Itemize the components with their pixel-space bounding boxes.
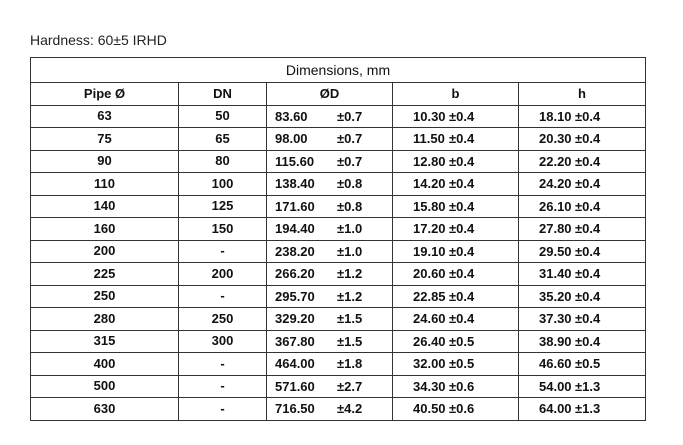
cell-pipe-diameter: 140 xyxy=(31,195,179,218)
cell-b-value: 19.10 xyxy=(413,243,446,259)
cell-h-value: 31.40 xyxy=(539,266,572,281)
cell-b xyxy=(393,398,519,421)
cell-h xyxy=(519,263,646,286)
cell-b-value: 15.80 xyxy=(413,198,446,214)
cell-od xyxy=(267,128,393,151)
cell-b-tolerance: ±0.4 xyxy=(449,288,475,304)
cell-od-value: 138.40 xyxy=(275,176,315,191)
cell-dn: 250 xyxy=(179,308,267,331)
hardness-note: Hardness: 60±5 IRHD xyxy=(30,32,167,48)
cell-h-value: 20.30 xyxy=(539,131,572,146)
cell-b xyxy=(393,218,519,241)
cell-b-tolerance: ±0.4 xyxy=(449,198,475,214)
cell-b-value: 40.50 xyxy=(413,401,446,416)
cell-b-value: 14.20 xyxy=(413,176,446,191)
cell-h-value: 24.20 xyxy=(539,176,572,191)
cell-od xyxy=(267,398,393,421)
cell-od-value: 571.60 xyxy=(275,378,315,394)
cell-dn: 150 xyxy=(179,218,267,241)
cell-h-value: 18.10 xyxy=(539,108,572,124)
cell-od-value: 171.60 xyxy=(275,198,315,214)
cell-b-tolerance: ±0.6 xyxy=(449,378,475,394)
cell-pipe-diameter: 250 xyxy=(31,285,179,308)
cell-od xyxy=(267,285,393,308)
cell-h-tolerance: ±0.4 xyxy=(575,176,601,191)
cell-b xyxy=(393,263,519,286)
cell-h xyxy=(519,398,646,421)
cell-b xyxy=(393,375,519,398)
cell-od-value: 98.00 xyxy=(275,131,308,146)
cell-b xyxy=(393,150,519,173)
cell-h-tolerance: ±0.4 xyxy=(575,131,601,146)
cell-dn: - xyxy=(179,353,267,376)
cell-b-tolerance: ±0.4 xyxy=(449,243,475,259)
table-row xyxy=(31,240,646,263)
table-row xyxy=(31,195,646,218)
cell-pipe-diameter: 160 xyxy=(31,218,179,241)
cell-h-tolerance: ±0.4 xyxy=(575,198,601,214)
cell-pipe-diameter: 90 xyxy=(31,150,179,173)
table-caption-row xyxy=(31,58,646,83)
cell-h xyxy=(519,285,646,308)
cell-od-value: 464.00 xyxy=(275,356,315,371)
table-row xyxy=(31,353,646,376)
cell-b xyxy=(393,195,519,218)
cell-b-value: 22.85 xyxy=(413,288,446,304)
cell-b-tolerance: ±0.6 xyxy=(449,401,475,416)
cell-dn: 100 xyxy=(179,173,267,196)
cell-od xyxy=(267,353,393,376)
cell-pipe-diameter: 280 xyxy=(31,308,179,331)
cell-h xyxy=(519,128,646,151)
cell-od-tolerance: ±1.8 xyxy=(337,356,363,371)
cell-b-value: 12.80 xyxy=(413,153,446,169)
column-header-pipe: Pipe Ø xyxy=(31,83,179,106)
cell-od xyxy=(267,150,393,173)
cell-dn: 125 xyxy=(179,195,267,218)
column-header-h: h xyxy=(519,83,646,106)
cell-od-tolerance: ±1.2 xyxy=(337,288,363,304)
cell-b xyxy=(393,308,519,331)
cell-h-tolerance: ±0.4 xyxy=(575,288,601,304)
cell-h-value: 64.00 xyxy=(539,401,572,416)
cell-od-value: 194.40 xyxy=(275,221,315,236)
dimensions-table xyxy=(30,57,646,421)
cell-h-tolerance: ±1.3 xyxy=(575,401,601,416)
cell-h-tolerance: ±0.4 xyxy=(575,333,601,349)
cell-od xyxy=(267,105,393,128)
column-header-dn: DN xyxy=(179,83,267,106)
cell-b xyxy=(393,285,519,308)
cell-pipe-diameter: 200 xyxy=(31,240,179,263)
cell-h-value: 54.00 xyxy=(539,378,572,394)
cell-od-tolerance: ±0.7 xyxy=(337,131,363,146)
cell-h xyxy=(519,173,646,196)
cell-h-tolerance: ±0.5 xyxy=(575,356,601,371)
cell-b xyxy=(393,128,519,151)
cell-od xyxy=(267,195,393,218)
cell-b-tolerance: ±0.5 xyxy=(449,356,475,371)
cell-od-tolerance: ±1.0 xyxy=(337,221,363,236)
cell-pipe-diameter: 75 xyxy=(31,128,179,151)
cell-b-tolerance: ±0.4 xyxy=(449,221,475,236)
cell-b xyxy=(393,353,519,376)
cell-h-value: 29.50 xyxy=(539,243,572,259)
table-row xyxy=(31,173,646,196)
cell-od-value: 115.60 xyxy=(275,153,315,169)
table-row xyxy=(31,375,646,398)
cell-pipe-diameter: 63 xyxy=(31,105,179,128)
cell-b-value: 24.60 xyxy=(413,311,446,326)
cell-h xyxy=(519,353,646,376)
cell-dn: - xyxy=(179,398,267,421)
cell-h-value: 46.60 xyxy=(539,356,572,371)
cell-od xyxy=(267,263,393,286)
cell-h xyxy=(519,330,646,353)
cell-h-tolerance: ±0.4 xyxy=(575,108,601,124)
cell-od-value: 329.20 xyxy=(275,311,315,326)
cell-h xyxy=(519,240,646,263)
cell-od xyxy=(267,330,393,353)
table-row xyxy=(31,218,646,241)
cell-b xyxy=(393,330,519,353)
cell-od-tolerance: ±4.2 xyxy=(337,401,363,416)
cell-b xyxy=(393,105,519,128)
cell-od-tolerance: ±2.7 xyxy=(337,378,363,394)
cell-h-tolerance: ±0.4 xyxy=(575,221,601,236)
cell-h-value: 27.80 xyxy=(539,221,572,236)
table-row xyxy=(31,128,646,151)
cell-b-value: 34.30 xyxy=(413,378,446,394)
cell-b-tolerance: ±0.4 xyxy=(449,266,475,281)
cell-h xyxy=(519,105,646,128)
cell-od-tolerance: ±0.8 xyxy=(337,198,363,214)
cell-b-value: 32.00 xyxy=(413,356,446,371)
cell-b xyxy=(393,240,519,263)
cell-b-value: 17.20 xyxy=(413,221,446,236)
cell-od xyxy=(267,173,393,196)
cell-od-tolerance: ±0.7 xyxy=(337,153,363,169)
cell-b-value: 20.60 xyxy=(413,266,446,281)
cell-od-tolerance: ±1.0 xyxy=(337,243,363,259)
cell-dn: 50 xyxy=(179,105,267,128)
cell-dn: 300 xyxy=(179,330,267,353)
cell-h-tolerance: ±0.4 xyxy=(575,153,601,169)
cell-dn: 65 xyxy=(179,128,267,151)
cell-dn: 80 xyxy=(179,150,267,173)
cell-pipe-diameter: 110 xyxy=(31,173,179,196)
cell-od-tolerance: ±1.5 xyxy=(337,333,363,349)
cell-h xyxy=(519,375,646,398)
table-header-row xyxy=(31,83,646,106)
cell-h-tolerance: ±0.4 xyxy=(575,311,601,326)
cell-od-tolerance: ±1.5 xyxy=(337,311,363,326)
cell-od-value: 83.60 xyxy=(275,108,308,124)
cell-pipe-diameter: 400 xyxy=(31,353,179,376)
table-row xyxy=(31,150,646,173)
cell-b-value: 26.40 xyxy=(413,333,446,349)
cell-h-tolerance: ±1.3 xyxy=(575,378,601,394)
cell-od xyxy=(267,240,393,263)
cell-h-tolerance: ±0.4 xyxy=(575,266,601,281)
table-row xyxy=(31,330,646,353)
table-row xyxy=(31,105,646,128)
cell-od-value: 266.20 xyxy=(275,266,315,281)
cell-h-value: 22.20 xyxy=(539,153,572,169)
cell-pipe-diameter: 315 xyxy=(31,330,179,353)
cell-h-tolerance: ±0.4 xyxy=(575,243,601,259)
cell-b-tolerance: ±0.4 xyxy=(449,153,475,169)
cell-od-value: 367.80 xyxy=(275,333,315,349)
cell-pipe-diameter: 500 xyxy=(31,375,179,398)
cell-dn: - xyxy=(179,285,267,308)
table-row xyxy=(31,398,646,421)
cell-dn: - xyxy=(179,240,267,263)
cell-pipe-diameter: 225 xyxy=(31,263,179,286)
cell-dn: - xyxy=(179,375,267,398)
column-header-b: b xyxy=(393,83,519,106)
cell-od-tolerance: ±0.7 xyxy=(337,108,363,124)
cell-od xyxy=(267,375,393,398)
cell-od-value: 295.70 xyxy=(275,288,315,304)
table-row xyxy=(31,308,646,331)
table-row xyxy=(31,263,646,286)
cell-b-value: 11.50 xyxy=(413,131,445,146)
cell-od xyxy=(267,218,393,241)
cell-h xyxy=(519,308,646,331)
table-row xyxy=(31,285,646,308)
cell-h xyxy=(519,218,646,241)
cell-dn: 200 xyxy=(179,263,267,286)
cell-h-value: 38.90 xyxy=(539,333,572,349)
cell-b-tolerance: ±0.5 xyxy=(449,333,475,349)
cell-h-value: 26.10 xyxy=(539,198,572,214)
cell-h-value: 35.20 xyxy=(539,288,572,304)
cell-h-value: 37.30 xyxy=(539,311,572,326)
cell-b-value: 10.30 xyxy=(413,108,446,124)
cell-od-value: 716.50 xyxy=(275,401,315,416)
cell-h xyxy=(519,150,646,173)
cell-b xyxy=(393,173,519,196)
cell-pipe-diameter: 630 xyxy=(31,398,179,421)
cell-od-value: 238.20 xyxy=(275,243,315,259)
cell-od-tolerance: ±0.8 xyxy=(337,176,363,191)
cell-od xyxy=(267,308,393,331)
cell-od-tolerance: ±1.2 xyxy=(337,266,363,281)
column-header-od: ØD xyxy=(267,83,393,106)
cell-h xyxy=(519,195,646,218)
cell-b-tolerance: ±0.4 xyxy=(449,311,475,326)
cell-b-tolerance: ±0.4 xyxy=(449,131,475,146)
cell-b-tolerance: ±0.4 xyxy=(449,108,475,124)
cell-b-tolerance: ±0.4 xyxy=(449,176,475,191)
table-caption: Dimensions, mm xyxy=(31,58,646,83)
